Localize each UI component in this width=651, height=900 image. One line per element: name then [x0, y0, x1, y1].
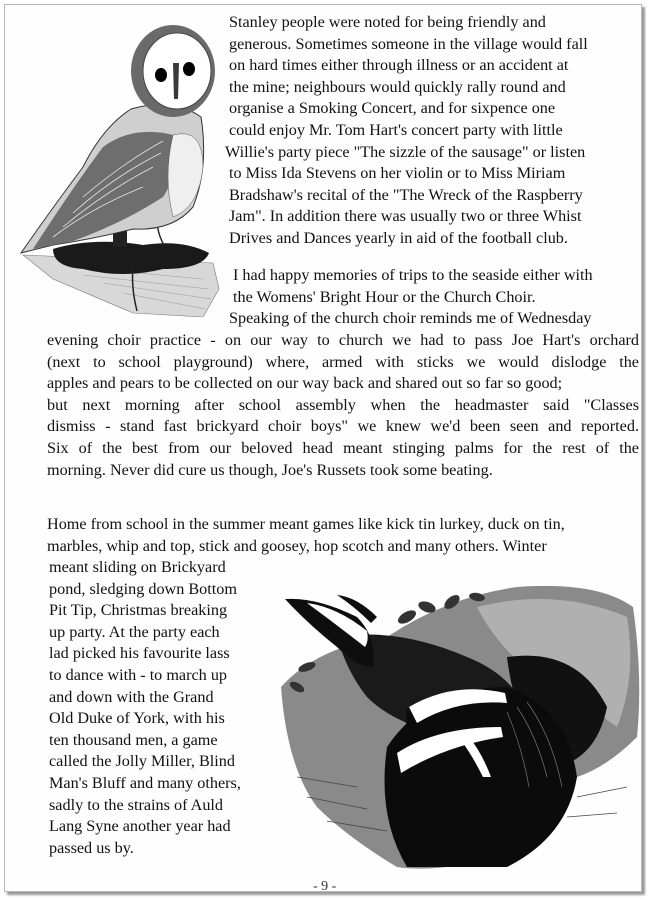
text-line: apples and pears to be collected on our way back and shared out so far so good;	[47, 374, 563, 393]
text-line: Man's Bluff and many others,	[49, 773, 241, 792]
paragraph-3-body	[49, 557, 241, 859]
text-line: Stanley people were noted for being friendly and	[229, 13, 546, 31]
text-line: the Womens' Bright Hour or the Church Choir.	[233, 287, 536, 306]
text-line: to dance with - to march up	[49, 665, 228, 684]
text-line: lad picked his favourite lass	[49, 644, 230, 663]
paragraph-2-body	[47, 330, 639, 481]
text-line: pond, sledging down Bottom	[49, 579, 237, 598]
text-line: generous. Sometimes someone in the village would fall	[229, 34, 588, 53]
text-line: I had happy memories of trips to the seaside either with	[233, 266, 593, 284]
text-line: Home from school in the summer meant games like kick tin lurkey, duck on tin,	[47, 515, 565, 533]
text-line: marbles, whip and top, stick and goosey, hop scotch and many others. Winter	[47, 536, 547, 555]
text-line: on hard times either through illness or an accident at	[229, 56, 569, 75]
text-line: to Miss Ida Stevens on her violin or to Miss Miriam	[229, 164, 566, 183]
page-number: - 9 -	[313, 879, 337, 894]
text-line: evening choir practice - on our way to church we had to pass Joe Hart's orchard	[47, 331, 639, 349]
text-line: Lang Syne another year had	[49, 817, 231, 836]
text-line: organise a Smoking Concert, and for sixpence one	[229, 99, 556, 118]
text-line: Drives and Dances yearly in aid of the football club.	[229, 228, 568, 247]
text-line: Willie's party piece "The sizzle of the sausage" or listen	[225, 142, 586, 161]
text-line: the mine; neighbours would quickly rally round and	[229, 77, 566, 96]
text-line: Bradshaw's recital of the "The Wreck of the Raspberry	[229, 185, 583, 204]
barn-owl-illustration	[13, 17, 225, 317]
text-line: Pit Tip, Christmas breaking	[49, 601, 228, 620]
text-line: meant sliding on Brickyard	[49, 558, 226, 576]
text-line: up party. At the party each	[49, 622, 220, 641]
text-line: dismiss - stand fast brickyard choir boys" we knew we'd been seen and reported.	[47, 417, 639, 436]
text-line: passed us by.	[49, 838, 134, 857]
text-line: morning. Never did cure us though, Joe's Russets took some beating.	[47, 460, 493, 479]
paragraph-2-intro	[229, 265, 593, 330]
text-line: (next to school playground) where, armed with sticks we would dislodge the	[47, 352, 639, 371]
text-line: ten thousand men, a game	[49, 730, 218, 749]
text-line: Speaking of the church choir reminds me of Wednesday	[229, 309, 592, 328]
text-line: called the Jolly Miller, Blind	[49, 752, 235, 771]
paragraph-3-intro	[47, 514, 565, 557]
badgers-illustration	[277, 577, 645, 873]
text-line: sadly to the strains of Auld	[49, 795, 223, 814]
document-page	[4, 4, 642, 892]
text-line: Old Duke of York, with his	[49, 709, 225, 728]
text-line: Jam". In addition there was usually two or three Whist	[229, 207, 582, 226]
text-line: Six of the best from our beloved head meant stinging palms for the rest of the	[47, 438, 639, 457]
text-line: but next morning after school assembly when the headmaster said "Classes	[47, 395, 639, 414]
text-line: and down with the Grand	[49, 687, 214, 706]
paragraph-1	[225, 12, 588, 250]
text-line: could enjoy Mr. Tom Hart's concert party with little	[229, 120, 563, 139]
